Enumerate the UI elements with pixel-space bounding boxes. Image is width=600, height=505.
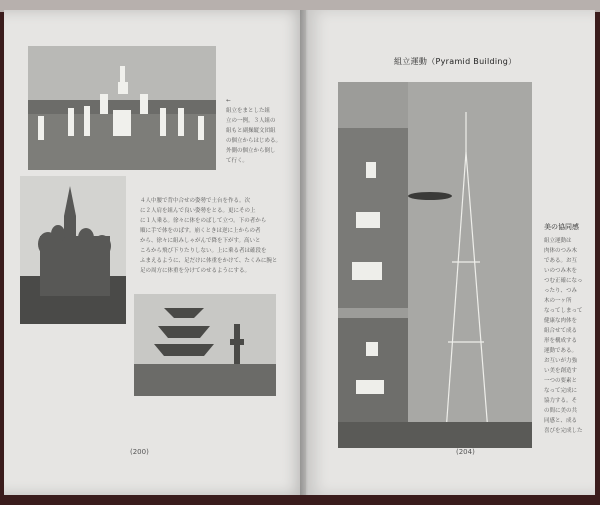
sidebar-heading: 美の協同感 [544,223,579,231]
sidebar-paragraph: 組立運動は 肉体のつみ木 である。お互 いのつみ木を つむ正確になっ ったり、つみ 木の一ヶ所 なってしまって 健康な肉体を 組合せて成る 形を構成する 運動である。 お互いが力強 い美を創造す 一つの要素と なって完成に 協力する。そ の間に美の共 同感と、成る 喜びを完成した [544,238,583,434]
left-page [4,10,306,495]
gymnastics-field-photo [28,46,216,170]
page-title: 組立運動（Pyramid Building） [394,57,517,66]
book-gutter [300,10,312,495]
right-page [306,10,595,495]
photo-caption: ← 組立をまとした組 立の一例。３人組の 組もと副操縦文団組 の個立からはじめる。 外側の個立から倒し て行く。 [226,98,282,164]
cathedral-photo [20,176,126,324]
left-page-number: (200) [130,448,149,456]
main-paragraph: ４人中腰で背中合せの姿勢で土台を作る。次 に２人肩を組んで良い姿勢をとる。更にその上 に１人乗る。徐々に体をのばして立つ。下の者から 順に手で体をのばす。崩くときは逆に上からの者 から、徐々に組みしゃがんで降を下がす。高いと ころから飛び下りたりしない。上に乗る者は確段を ふまえるように、足だけに体重をかけて、たくみに腕と 足の周方に体重を分けてのせるようにする。 [140,198,278,274]
pyramid-building-photo [338,82,532,448]
right-page-number: (204) [456,448,475,456]
pagoda-photo [134,294,276,396]
